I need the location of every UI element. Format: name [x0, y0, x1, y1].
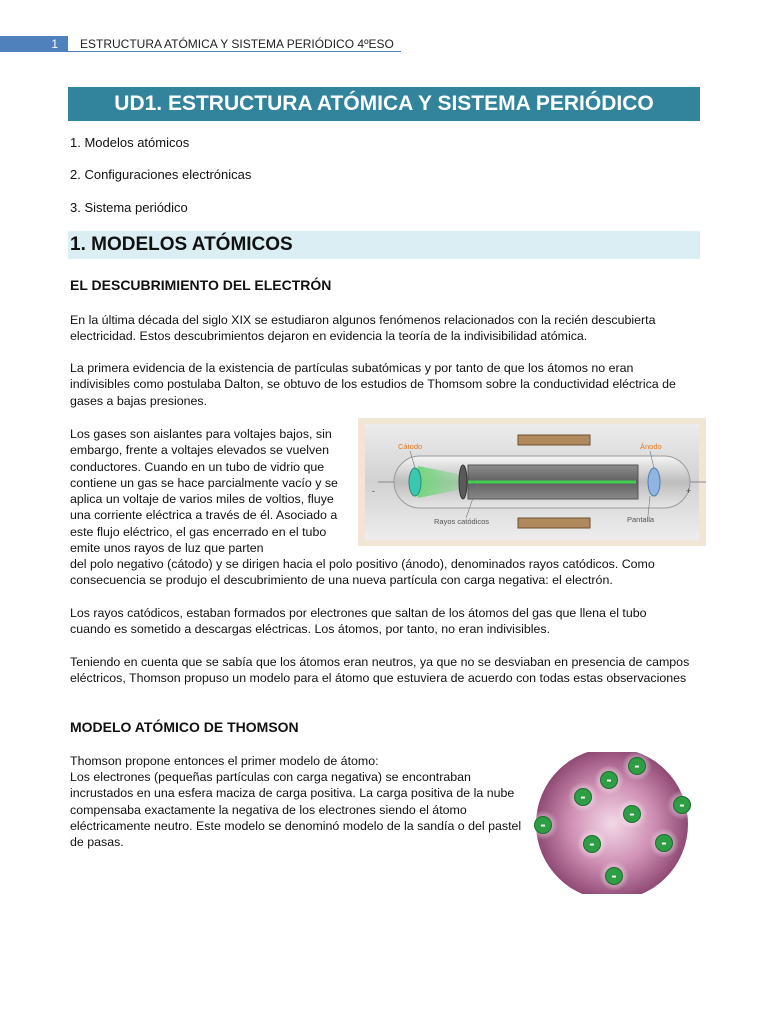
- label-cathode: Cátodo: [398, 442, 423, 451]
- label-cathode-rays: Rayos catódicos: [434, 517, 490, 526]
- label-anode: Ánodo: [640, 442, 662, 451]
- section-heading-modelos: 1. MODELOS ATÓMICOS: [68, 231, 700, 259]
- screen-electrode: [648, 468, 660, 496]
- deflector-plate-bottom: [518, 518, 590, 528]
- cathode-ray-tube-figure: [358, 418, 706, 546]
- cathode-electrode: [409, 468, 421, 496]
- paragraph-electron-1: En la última década del siglo XIX se estudiaron algunos fenómenos relacionados con la recién descubierta electricidad. Estos descubrimientos dejaron en evidencia la teoría de la indivisibilidad atómica.: [70, 313, 656, 344]
- label-screen: Pantalla: [627, 515, 655, 524]
- page-number: 1: [0, 36, 68, 52]
- toc-item-3: 3. Sistema periódico: [70, 200, 188, 215]
- paragraph-electron-3a: Los gases son aislantes para voltajes bajos, sin embargo, frente a voltajes elevados se vuelven conductores. Cuando en un tubo de vidrio que contiene un gas se hace parcialmente vacío y se aplica un voltaje de varios miles de voltios, fluye una corriente eléctrica a través de él. Asociado a este flujo eléctrico, el gas encerrado en el tubo emite unos rayos de luz que parten: [70, 427, 338, 556]
- toc-item-1: 1. Modelos atómicos: [70, 135, 190, 150]
- deflector-plate-top: [518, 435, 590, 445]
- electron-symbol: -: [611, 869, 617, 885]
- paragraph-electron-2: La primera evidencia de la existencia de partículas subatómicas y por tanto de que los átomos no eran indivisibles como postulaba Dalton, se obtuvo de los estudios de Thomsom sobre la conductividad eléctrica de gases a bajas presiones.: [70, 361, 676, 408]
- anode-collimator: [459, 465, 467, 499]
- electron-symbol: -: [679, 798, 685, 814]
- electron-symbol: -: [634, 759, 640, 775]
- thomson-atom-figure: [530, 752, 700, 894]
- paragraph-thomson-1: Thomson propone entonces el primer modelo de átomo:: [70, 754, 379, 768]
- electron-symbol: -: [661, 836, 667, 852]
- label-negative-pole: -: [372, 486, 375, 496]
- document-title: UD1. ESTRUCTURA ATÓMICA Y SISTEMA PERIÓDICO: [68, 87, 700, 121]
- label-positive-pole: +: [686, 486, 692, 496]
- electron-symbol: -: [580, 790, 586, 806]
- paragraph-electron-4: Los rayos catódicos, estaban formados por electrones que saltan de los átomos del gas que llena el tubo cuando es sometido a descargas eléctricas. Los átomos, por tanto, no eran indivisibles.: [70, 606, 647, 637]
- toc-item-2: 2. Configuraciones electrónicas: [70, 167, 252, 182]
- electron-symbol: -: [589, 837, 595, 853]
- paragraph-electron-5: Teniendo en cuenta que se sabía que los átomos eran neutros, ya que no se desviaban en presencia de campos eléctricos, Thomson propuso un modelo para el átomo que estuviera de acuerdo con todas estas observaciones: [70, 655, 690, 686]
- running-title: ESTRUCTURA ATÓMICA Y SISTEMA PERIÓDICO 4ºESO: [80, 37, 394, 51]
- electron-symbol: -: [606, 773, 612, 789]
- paragraph-electron-3b: del polo negativo (cátodo) y se dirigen hacia el polo positivo (ánodo), denominados rayos catódicos. Como consecuencia se produjo el descubrimiento de una nueva partícula con carga negativa: el electrón.: [70, 557, 655, 588]
- subheading-thomson: MODELO ATÓMICO DE THOMSON: [70, 719, 299, 735]
- paragraph-thomson-2: Los electrones (pequeñas partículas con carga negativa) se encontraban incrustados en una esfera maciza de carga positiva. La carga positiva de la nube compensaba exactamente la negativa de los electrones siendo el átomo eléctricamente neutro. Este modelo se denominó modelo de la sandía o del pastel de pasas.: [70, 770, 522, 850]
- electron-symbol: -: [629, 807, 635, 823]
- electron-symbol: -: [540, 818, 546, 834]
- subheading-electron: EL DESCUBRIMIENTO DEL ELECTRÓN: [70, 277, 332, 293]
